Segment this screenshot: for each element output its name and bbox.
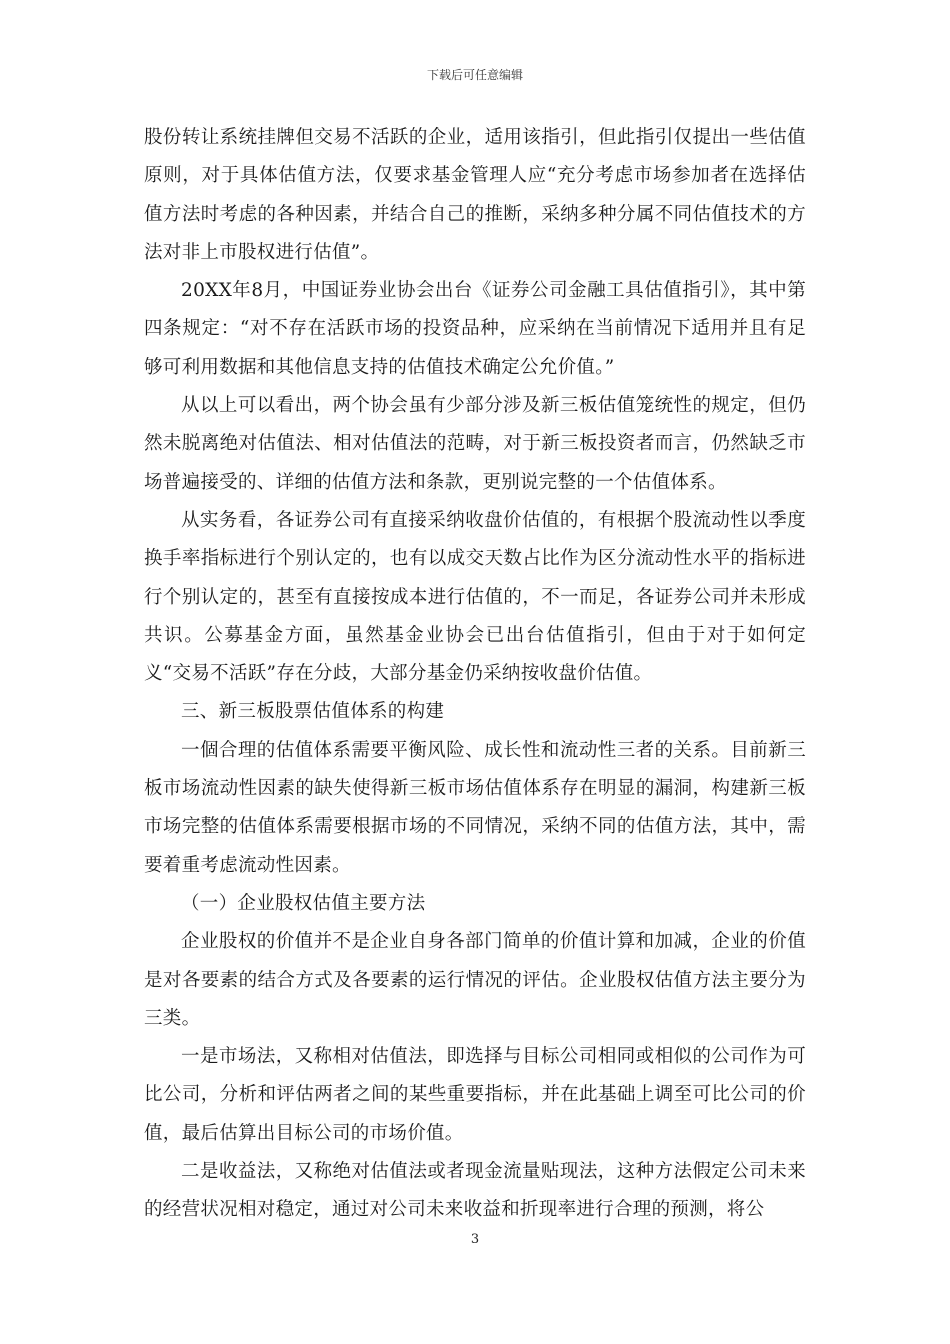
subsection-heading-1: （一）企业股权估值主要方法 [181, 892, 426, 914]
paragraph-practice: 从实务看，各证券公司有直接采纳收盘价估值的，有根据个股流动性以季度换手率指标进行个别认定的，也有以成交天数占比作为区分流动性水平的指标进行个别认定的，甚至有直接按成本进行估值的，不一而足，各证券公司并未形成共识。公募基金方面，虽然基金业协会已出台估值指引，但由于对于如何定义“交易不活跃”存在分歧，大部分基金仍采纳按收盘价估值。 [144, 509, 806, 685]
page-header: 下载后可任意编辑 [426, 68, 523, 82]
paragraph-income-method: 二是收益法，又称绝对估值法或者现金流量贴现法，这种方法假定公司未来的经营状况相对稳定，通过对公司未来收益和折现率进行合理的预测，将公 [144, 1161, 806, 1221]
paragraph-securities-guideline: 20XX年8月，中国证券业协会出台《证券公司金融工具估值指引》，其中第四条规定：“对不存在活跃市场的投资品种，应采纳在当前情况下适用并且有足够可利用数据和其他信息支持的估值技术确定公允价值。” [144, 280, 806, 378]
paragraph-market-method: 一是市场法，又称相对估值法，即选择与目标公司相同或相似的公司作为可比公司，分析和评估两者之间的某些重要指标，并在此基础上调至可比公司的价值，最后估算出目标公司的市场价值。 [144, 1046, 806, 1144]
page-number: 3 [470, 1232, 480, 1247]
section-heading-3: 三、新三板股票估值体系的构建 [181, 701, 445, 723]
document-body [144, 119, 806, 1230]
paragraph-continuation: 股份转让系统挂牌但交易不活跃的企业，适用该指引，但此指引仅提出一些估值原则，对于具体估值方法，仅要求基金管理人应“充分考虑市场参加者在选择估值方法时考虑的各种因素，并结合自己的推断，采纳多种分属不同估值技术的方法对非上市股权进行估值”。 [144, 127, 806, 263]
paragraph-equity-value: 企业股权的价值并不是企业自身各部门简单的价值计算和加减，企业的价值是对各要素的结合方式及各要素的运行情况的评估。企业股权估值方法主要分为三类。 [144, 931, 806, 1029]
paragraph-summary: 从以上可以看出，两个协会虽有少部分涉及新三板估值笼统性的规定，但仍然未脱离绝对估值法、相对估值法的范畴，对于新三板投资者而言，仍然缺乏市场普遍接受的、详细的估值方法和条款，更别说完整的一个估值体系。 [144, 395, 806, 493]
paragraph-valuation-system: 一個合理的估值体系需要平衡风险、成长性和流动性三者的关系。目前新三板市场流动性因素的缺失使得新三板市场估值体系存在明显的漏洞，构建新三板市场完整的估值体系需要根据市场的不同情况，采纳不同的估值方法，其中，需要着重考虑流动性因素。 [144, 739, 806, 876]
